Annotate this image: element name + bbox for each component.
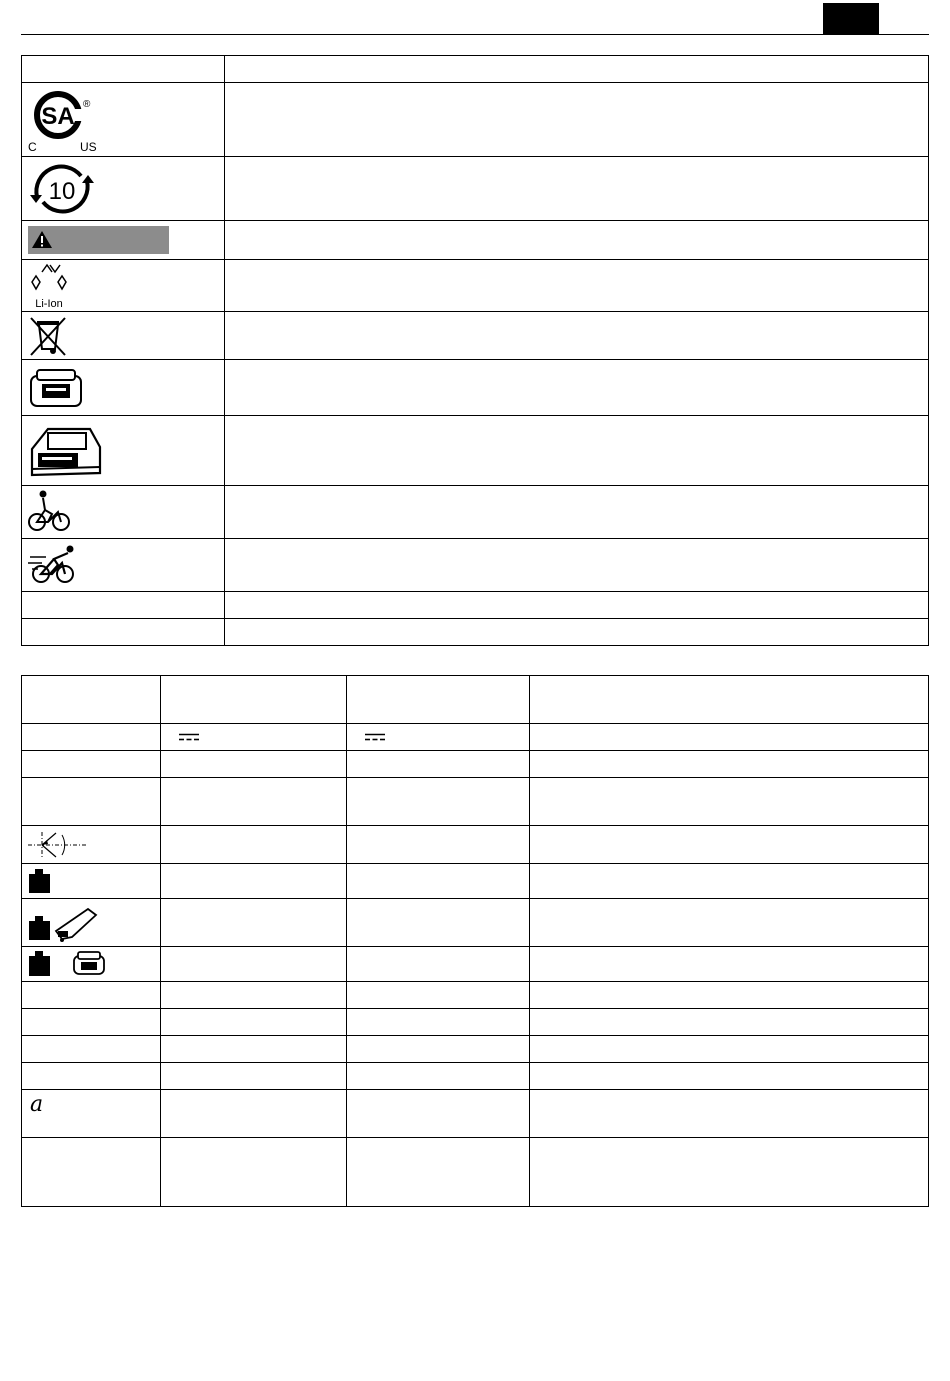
direct-current-icon [365,733,385,741]
spec-label-cell [22,778,161,826]
table-row [22,592,929,619]
table-row [22,724,929,751]
meaning-cell [225,619,929,646]
battery-charger-icon [28,419,103,483]
spec-value-cell [161,1036,347,1063]
svg-text:SA: SA [41,102,75,130]
header-cell [530,676,929,724]
table-row [22,947,929,982]
acceleration-symbol [28,1094,52,1116]
table-row [22,619,929,646]
table-row [22,982,929,1009]
table-row [22,486,929,539]
icon-cell [22,416,225,486]
spec-label-cell [22,1090,161,1138]
spec-label-cell [22,1063,161,1090]
spec-value-cell [347,864,530,899]
spec-label-cell [22,751,161,778]
svg-text:10: 10 [48,177,76,205]
svg-text:Li-Ion: Li-Ion [35,297,63,310]
spec-note-cell [530,864,929,899]
spec-note-cell [530,1090,929,1138]
icon-cell [22,592,225,619]
spec-value-cell [161,1009,347,1036]
weight-icon [28,868,52,894]
icon-cell [22,486,225,539]
warning-signal-word-icon [28,226,169,254]
svg-text:US: US [80,139,97,154]
table-row [22,1090,929,1138]
spec-value-cell [161,864,347,899]
icon-cell [22,539,225,592]
meaning-cell [225,539,929,592]
table-row [22,1036,929,1063]
direct-current-icon [179,733,199,741]
csa-certification-icon [28,85,118,155]
oscillation-angle-icon [28,830,88,860]
spec-note-cell [530,724,929,751]
spec-label-cell [22,899,161,947]
spec-value-cell [347,751,530,778]
spec-value-cell [161,1063,347,1090]
spec-value-cell [161,1090,347,1138]
header-rule [21,34,929,35]
table-row [22,778,929,826]
symbols-header-row [22,56,929,83]
spec-value-cell [347,724,530,751]
spec-value-cell [347,778,530,826]
weight-with-battery-icon [28,950,108,978]
symbols-header-cell [22,56,225,83]
spec-label-cell [22,724,161,751]
icon-cell [22,83,225,157]
symbols-table [21,55,929,646]
icon-cell [22,157,225,221]
spec-label-cell [22,982,161,1009]
spec-label-cell [22,864,161,899]
table-row [22,260,929,312]
table-row [22,1138,929,1207]
table-row [22,1009,929,1036]
header-cell [347,676,530,724]
spec-label-cell [22,826,161,864]
page-language-tab [823,3,879,34]
meaning-cell [225,592,929,619]
spec-note-cell [530,1063,929,1090]
meaning-cell [225,360,929,416]
meaning-cell [225,157,929,221]
table-row [22,416,929,486]
spec-value-cell [161,899,347,947]
spec-label-cell [22,1009,161,1036]
table-row [22,312,929,360]
spec-value-cell [347,947,530,982]
cyclist-slow-icon [28,490,72,534]
icon-cell [22,619,225,646]
table-row [22,826,929,864]
table-row [22,83,929,157]
environment-protection-use-period-icon [28,159,98,219]
icon-cell [22,360,225,416]
spec-note-cell [530,899,929,947]
spec-note-cell [530,1138,929,1207]
spec-value-cell [347,1063,530,1090]
spec-value-cell [347,1009,530,1036]
meaning-cell [225,83,929,157]
table-row [22,751,929,778]
meaning-cell [225,312,929,360]
spec-note-cell [530,1036,929,1063]
battery-pack-icon [28,364,86,412]
spec-value-cell [161,778,347,826]
spec-value-cell [347,982,530,1009]
spec-note-cell [530,826,929,864]
meaning-cell [225,260,929,312]
icon-cell [22,221,225,260]
meaning-cell [225,486,929,539]
spec-value-cell [161,724,347,751]
spec-value-cell [161,947,347,982]
spec-label-cell [22,947,161,982]
meaning-cell [225,221,929,260]
svg-text:C: C [28,139,37,154]
li-ion-recycling-icon [28,262,74,310]
svg-text:a: a [30,1094,44,1116]
table-row [22,157,929,221]
table-row [22,221,929,260]
spec-label-cell [22,1036,161,1063]
table-row [22,899,929,947]
spec-label-cell [22,1138,161,1207]
spec-value-cell [161,826,347,864]
spec-note-cell [530,947,929,982]
table-row [22,360,929,416]
specifications-table [21,675,929,1207]
spec-note-cell [530,1009,929,1036]
table-row [22,539,929,592]
spec-value-cell [347,826,530,864]
weight-with-tool-icon [28,903,104,943]
svg-text:®: ® [83,98,91,110]
specifications-header-row [22,676,929,724]
spec-note-cell [530,982,929,1009]
cyclist-fast-icon [28,545,78,585]
spec-note-cell [530,778,929,826]
spec-value-cell [347,1138,530,1207]
icon-cell [22,260,225,312]
spec-value-cell [347,1090,530,1138]
spec-value-cell [161,1138,347,1207]
spec-note-cell [530,751,929,778]
spec-value-cell [161,982,347,1009]
crossed-out-wheelie-bin-icon [28,315,68,357]
spec-value-cell [347,899,530,947]
symbols-header-meaning-cell [225,56,929,83]
table-row [22,1063,929,1090]
table-row [22,864,929,899]
header-cell [161,676,347,724]
meaning-cell [225,416,929,486]
header-cell [22,676,161,724]
icon-cell [22,312,225,360]
spec-value-cell [347,1036,530,1063]
spec-value-cell [161,751,347,778]
